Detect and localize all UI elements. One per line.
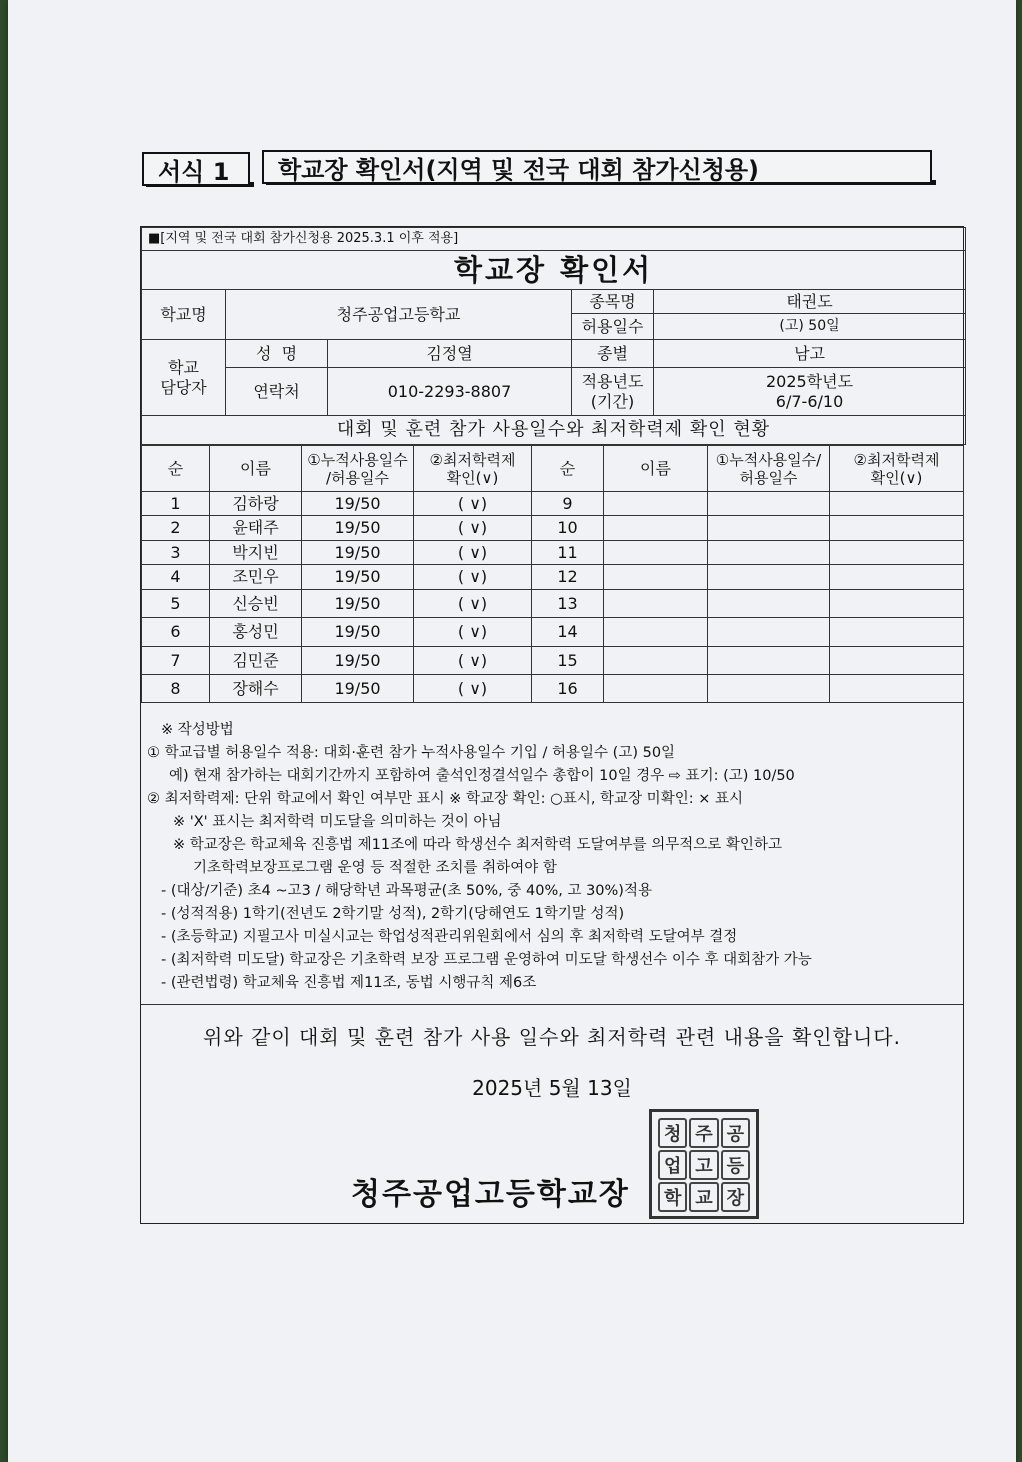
academic-check: ( ∨): [414, 647, 532, 675]
instruction-line: - (성적적용) 1학기(전년도 2학기말 성적), 2학기(당해연도 1학기말 성적): [161, 906, 625, 922]
table-row: [142, 618, 964, 647]
academic-check-2: [830, 492, 964, 516]
row-no-2: 9: [532, 492, 604, 516]
seal-glyph: 등: [721, 1150, 750, 1180]
athlete-name: 김하랑: [210, 492, 302, 516]
cumulative-days-2: [708, 565, 830, 590]
header-check2-line2: 확인(∨): [870, 468, 923, 487]
document-title: 학교장 확인서: [142, 251, 966, 290]
instructions-heading: ※ 작성방법: [161, 722, 234, 738]
cumulative-days: 19/50: [302, 675, 414, 703]
gender-value: 남고: [654, 340, 966, 368]
confirmation-form: [140, 226, 964, 1224]
academic-check: ( ∨): [414, 541, 532, 565]
athlete-name-2: [604, 590, 708, 618]
academic-check: ( ∨): [414, 618, 532, 647]
row-no: 6: [142, 618, 210, 647]
table-row: [142, 675, 964, 703]
athlete-name-2: [604, 675, 708, 703]
academic-check: ( ∨): [414, 590, 532, 618]
row-no-2: 16: [532, 675, 604, 703]
cumulative-days-2: [708, 541, 830, 565]
contact-value: 010-2293-8807: [328, 368, 572, 416]
table-row: [142, 492, 964, 516]
row-no-2: 12: [532, 565, 604, 590]
period-label: [572, 368, 654, 416]
row-no: 4: [142, 565, 210, 590]
instructions: [141, 703, 963, 1005]
row-no: 1: [142, 492, 210, 516]
academic-check-2: [830, 675, 964, 703]
athlete-name-2: [604, 647, 708, 675]
cumulative-days: 19/50: [302, 590, 414, 618]
period-value-line2: 6/7-6/10: [775, 391, 844, 411]
athlete-name-2: [604, 492, 708, 516]
instruction-line: ① 학교급별 허용일수 적용: 대회·훈련 참가 누적사용일수 기입 / 허용일수 (고) 50일: [147, 745, 676, 761]
header-days: [302, 446, 414, 492]
table-header-row: [142, 446, 964, 492]
athlete-name: 박지빈: [210, 541, 302, 565]
form-header-title: 학교장 확인서(지역 및 전국 대회 참가신청용): [262, 150, 932, 184]
header-days-line2: /허용일수: [325, 468, 389, 487]
table-row: [142, 565, 964, 590]
instruction-line: - (대상/기준) 초4 ~고3 / 해당학년 과목평균(초 50%, 중 40%, 고 30%)적용: [161, 883, 652, 899]
cumulative-days-2: [708, 516, 830, 541]
athlete-name-2: [604, 516, 708, 541]
instruction-line: - (초등학교) 지필고사 미실시교는 학업성적관리위원회에서 심의 후 최저학력 도달여부 결정: [161, 929, 738, 945]
table-row: [142, 516, 964, 541]
academic-check-2: [830, 565, 964, 590]
school-value: 청주공업고등학교: [226, 290, 572, 340]
period-value: [654, 368, 966, 416]
academic-check-2: [830, 590, 964, 618]
contact-label: 연락처: [226, 368, 328, 416]
header-no: 순: [142, 446, 210, 492]
cumulative-days: 19/50: [302, 647, 414, 675]
instruction-line: 기초학력보장프로그램 운영 등 적절한 조치를 취하여야 함: [193, 860, 557, 876]
cumulative-days: 19/50: [302, 541, 414, 565]
name-value: 김정열: [328, 340, 572, 368]
athlete-name: 신승빈: [210, 590, 302, 618]
cumulative-days-2: [708, 590, 830, 618]
cumulative-days-2: [708, 618, 830, 647]
academic-check-2: [830, 647, 964, 675]
instruction-line: ※ 'X' 표시는 최저학력 미도달을 의미하는 것이 아님: [173, 814, 502, 830]
header-no-2: 순: [532, 446, 604, 492]
seal-glyph: 청: [658, 1118, 687, 1148]
seal-glyph: 업: [658, 1150, 687, 1180]
header-name: 이름: [210, 446, 302, 492]
header-days2-line2: 허용일수: [739, 468, 798, 487]
header-days2-line1: ①누적사용일수/: [715, 450, 822, 469]
table-row: [142, 541, 964, 565]
cumulative-days: 19/50: [302, 492, 414, 516]
seal-glyph: 장: [721, 1182, 750, 1212]
cumulative-days: 19/50: [302, 516, 414, 541]
row-no: 7: [142, 647, 210, 675]
period-label-line1: 적용년도: [581, 372, 644, 392]
sport-label: 종목명: [572, 290, 654, 314]
table-row: [142, 590, 964, 618]
header-check: [414, 446, 532, 492]
gender-label: 종별: [572, 340, 654, 368]
applicability-notice: ■[지역 및 전국 대회 참가신청용 2025.3.1 이후 적용]: [142, 228, 966, 251]
row-no-2: 11: [532, 541, 604, 565]
athlete-name-2: [604, 565, 708, 590]
instruction-line: ※ 학교장은 학교체육 진흥법 제11조에 따라 학생선수 최저학력 도달여부를 의무적으로 확인하고: [173, 837, 782, 853]
athlete-name: 조민우: [210, 565, 302, 590]
row-no-2: 10: [532, 516, 604, 541]
athlete-rows: [142, 492, 964, 703]
header-check-line2: 확인(∨): [446, 468, 499, 487]
table-row: [142, 647, 964, 675]
academic-check-2: [830, 516, 964, 541]
info-table: [141, 227, 966, 445]
instruction-line: - (관련법령) 학교체육 진흥법 제11조, 동법 시행규칙 제6조: [161, 975, 537, 991]
manager-label-line2: 담당자: [160, 377, 207, 397]
section-title: 대회 및 훈련 참가 사용일수와 최저학력제 확인 현황: [142, 416, 966, 445]
academic-check: ( ∨): [414, 675, 532, 703]
manager-label-line1: 학교: [168, 358, 199, 378]
cumulative-days: 19/50: [302, 565, 414, 590]
confirmation-statement: 위와 같이 대회 및 훈련 참가 사용 일수와 최저학력 관련 내용을 확인합니다.: [203, 1025, 901, 1049]
athlete-name: 윤태주: [210, 516, 302, 541]
athlete-name: 홍성민: [210, 618, 302, 647]
row-no-2: 14: [532, 618, 604, 647]
seal-glyph: 공: [721, 1118, 750, 1148]
form-number-label: 서식 1: [142, 152, 250, 186]
name-label: 성 명: [226, 340, 328, 368]
header-days-2: [708, 446, 830, 492]
header-check2-line1: ②최저학력제: [853, 450, 940, 469]
header-check-line1: ②최저학력제: [429, 450, 516, 469]
manager-label: [142, 340, 226, 416]
academic-check: ( ∨): [414, 492, 532, 516]
header-name-2: 이름: [604, 446, 708, 492]
seal-glyph: 교: [689, 1182, 718, 1212]
cumulative-days-2: [708, 675, 830, 703]
athlete-name: 김민준: [210, 647, 302, 675]
seal-glyph: 고: [689, 1150, 718, 1180]
row-no-2: 15: [532, 647, 604, 675]
row-no: 5: [142, 590, 210, 618]
academic-check: ( ∨): [414, 565, 532, 590]
instruction-line: 예) 현재 참가하는 대회기간까지 포함하여 출석인정결석일수 총합이 10일 경우 ⇨ 표기: (고) 10/50: [169, 768, 795, 784]
row-no-2: 13: [532, 590, 604, 618]
athlete-name-2: [604, 618, 708, 647]
header-days-line1: ①누적사용일수: [307, 450, 408, 469]
academic-check: ( ∨): [414, 516, 532, 541]
document-paper: [8, 0, 1016, 1462]
athlete-table: [141, 445, 964, 703]
row-no: 2: [142, 516, 210, 541]
allowed-days-label: 허용일수: [572, 314, 654, 340]
principal-signature-line: 청주공업고등학교장: [351, 1177, 630, 1212]
cumulative-days: 19/50: [302, 618, 414, 647]
allowed-days-value: (고) 50일: [654, 314, 966, 340]
academic-check-2: [830, 618, 964, 647]
row-no: 8: [142, 675, 210, 703]
school-label: 학교명: [142, 290, 226, 340]
issue-date: 2025년 5월 13일: [472, 1076, 632, 1100]
seal-glyph: 학: [658, 1182, 687, 1212]
cumulative-days-2: [708, 647, 830, 675]
seal-glyph: 주: [689, 1118, 718, 1148]
academic-check-2: [830, 541, 964, 565]
athlete-name-2: [604, 541, 708, 565]
cumulative-days-2: [708, 492, 830, 516]
period-label-line2: (기간): [590, 391, 635, 411]
sport-value: 태권도: [654, 290, 966, 314]
official-seal: [649, 1109, 759, 1219]
period-value-line1: 2025학년도: [765, 372, 854, 392]
instruction-line: - (최저학력 미도달) 학교장은 기초학력 보장 프로그램 운영하여 미도달 학생선수 이수 후 대회참가 가능: [161, 952, 812, 968]
row-no: 3: [142, 541, 210, 565]
instruction-line: ② 최저학력제: 단위 학교에서 확인 여부만 표시 ※ 학교장 확인: ○표시, 학교장 미확인: × 표시: [147, 791, 743, 807]
header-check-2: [830, 446, 964, 492]
athlete-name: 장해수: [210, 675, 302, 703]
